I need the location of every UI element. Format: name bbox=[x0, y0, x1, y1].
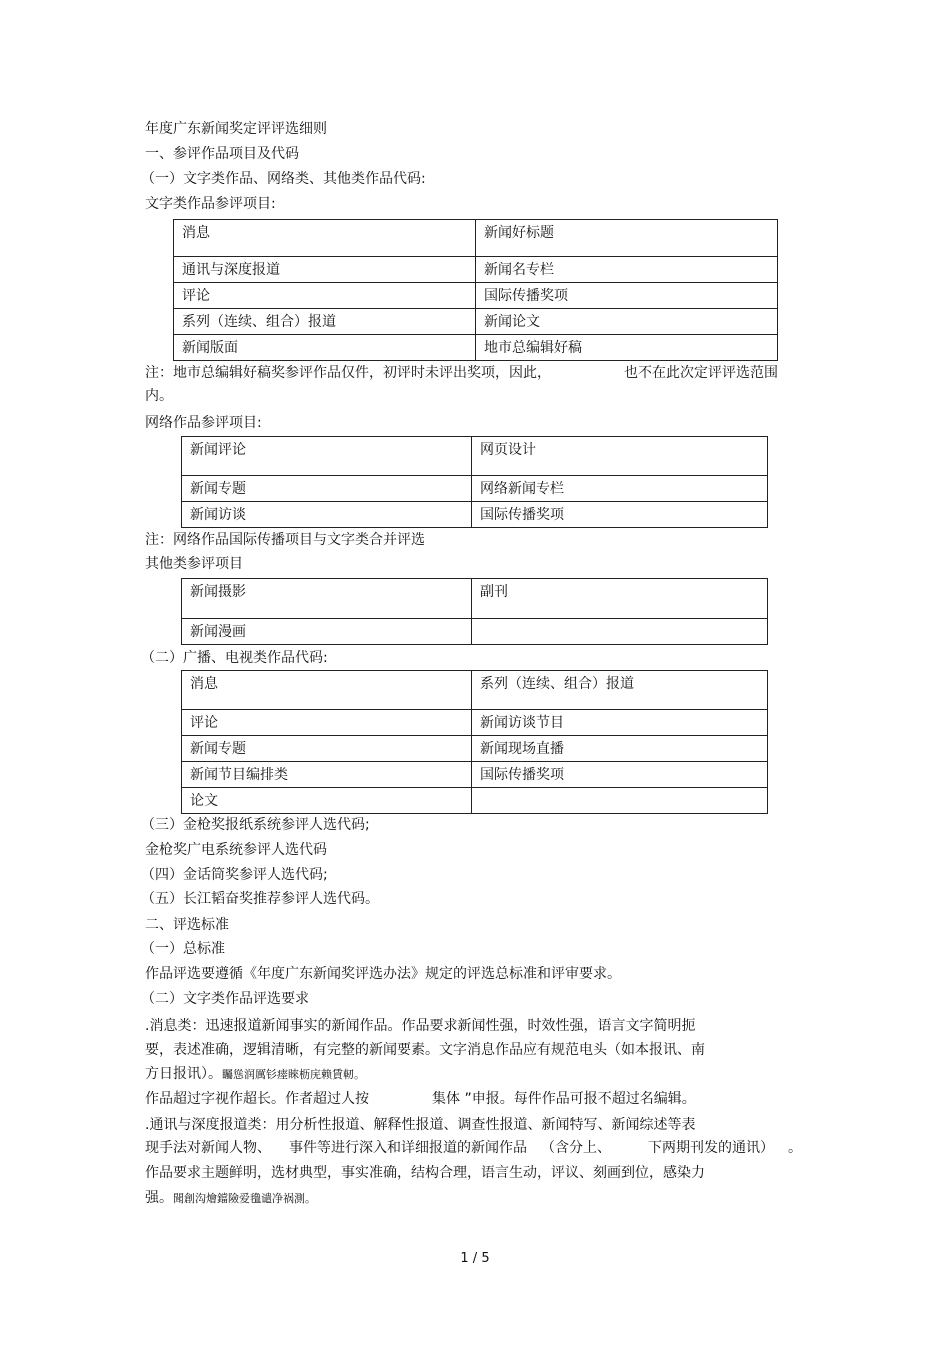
note-2: 注：网络作品国际传播项目与文字类合并评选 bbox=[145, 532, 425, 548]
table-cell: 新闻版面 bbox=[174, 335, 476, 361]
table-cell: 新闻访谈节目 bbox=[472, 710, 768, 736]
section-2-heading: 二、评选标准 bbox=[145, 917, 229, 933]
deep-para-line-2-b: 事件等进行深入和详细报道的新闻作品 bbox=[289, 1140, 527, 1156]
table-cell bbox=[472, 619, 768, 645]
table-cell: 新闻访谈 bbox=[182, 502, 472, 528]
text-items-table bbox=[173, 219, 778, 361]
deep-para-line-2-d: 下两期刊发的通讯） bbox=[648, 1140, 774, 1156]
news-para-line-3 bbox=[145, 1065, 365, 1084]
note-1-part-b: 也不在此次定评评选范围 bbox=[624, 365, 778, 381]
table-cell bbox=[472, 788, 768, 814]
table-cell: 评论 bbox=[174, 283, 476, 309]
table-cell: 通讯与深度报道 bbox=[174, 257, 476, 283]
deep-para-line-4 bbox=[145, 1189, 316, 1208]
table-cell: 消息 bbox=[182, 671, 472, 710]
table-cell: 新闻论文 bbox=[476, 309, 778, 335]
subsection-1-5: （五）长江韬奋奖推荐参评人选代码。 bbox=[141, 891, 379, 907]
table-cell: 新闻漫画 bbox=[182, 619, 472, 645]
table-cell: 新闻节目编排类 bbox=[182, 762, 472, 788]
table-cell: 新闻现场直播 bbox=[472, 736, 768, 762]
page-number: 1 / 5 bbox=[460, 1251, 490, 1266]
subsection-1-2: （二）广播、电视类作品代码: bbox=[141, 650, 328, 666]
news-para-line-3-text: 方日报讯）。 bbox=[145, 1066, 222, 1082]
net-items-label: 网络作品参评项目: bbox=[145, 415, 262, 431]
table-cell: 系列（连续、组合）报道 bbox=[472, 671, 768, 710]
other-items-label: 其他类参评项目 bbox=[145, 556, 243, 572]
jinqiang-broadcast-line: 金枪奖广电系统参评人选代码 bbox=[145, 842, 327, 858]
deep-para-line-4-text: 强。 bbox=[145, 1190, 173, 1206]
table-cell: 副刊 bbox=[472, 579, 768, 619]
deep-para-line-1: .通讯与深度报道类：用分析性报道、解释性报道、调查性报道、新闻特写、新闻综述等表 bbox=[145, 1117, 696, 1133]
table-cell: 系列（连续、组合）报道 bbox=[174, 309, 476, 335]
subsection-1-1: （一）文字类作品、网络类、其他类作品代码: bbox=[141, 171, 426, 187]
table-cell: 网络新闻专栏 bbox=[472, 476, 768, 502]
doc-title: 年度广东新闻奖定评评选细则 bbox=[145, 121, 327, 137]
subsection-2-2: （二）文字类作品评选要求 bbox=[141, 991, 309, 1007]
total-standard-paragraph: 作品评选要遵循《年度广东新闻奖评选办法》规定的评选总标准和评审要求。 bbox=[145, 966, 621, 982]
table-cell: 新闻摄影 bbox=[182, 579, 472, 619]
table-cell: 国际传播奖项 bbox=[472, 762, 768, 788]
table-cell: 新闻专题 bbox=[182, 476, 472, 502]
news-para-line-1: .消息类：迅速报道新闻事实的新闻作品。作品要求新闻性强，时效性强，语言文字简明扼 bbox=[145, 1018, 696, 1034]
deep-para-line-2-a: 现手法对新闻人物、 bbox=[145, 1140, 271, 1156]
news-para-line-2: 要，表述准确，逻辑清晰，有完整的新闻要素。文字消息作品应有规范电头（如本报讯、南 bbox=[145, 1042, 705, 1058]
subsection-1-3: （三）金枪奖报纸系统参评人选代码; bbox=[141, 817, 370, 833]
table-cell: 网页设计 bbox=[472, 437, 768, 476]
note-1-part-a: 注：地市总编辑好稿奖参评作品仅件，初评时未评出奖项，因此， bbox=[145, 365, 551, 381]
table-cell: 新闻名专栏 bbox=[476, 257, 778, 283]
news-para-line-4-a: 作品超过字视作超长。作者超过人按 bbox=[145, 1091, 369, 1107]
deep-para-line-2-e: 。 bbox=[788, 1140, 802, 1156]
news-para-line-4-b: 集体 ”申报。每件作品可报不超过名编辑。 bbox=[432, 1091, 696, 1107]
deep-para-line-4-small: 聞創沟燴鐺險爱氇谴净祸測。 bbox=[173, 1192, 316, 1205]
deep-para-line-2-c: （含分上、 bbox=[541, 1140, 611, 1156]
table-cell: 论文 bbox=[182, 788, 472, 814]
news-para-line-3-small: 矚慫润厲钐瘗睞枥庑赖賃軔。 bbox=[222, 1068, 365, 1081]
deep-para-line-3: 作品要求主题鲜明，选材典型，事实准确，结构合理，语言生动，评议、刻画到位，感染力 bbox=[145, 1165, 705, 1181]
table-cell: 新闻好标题 bbox=[476, 220, 778, 257]
table-cell: 新闻评论 bbox=[182, 437, 472, 476]
tv-items-table bbox=[181, 670, 768, 814]
table-cell: 消息 bbox=[174, 220, 476, 257]
subsection-2-1: （一）总标准 bbox=[141, 941, 225, 957]
note-1-part-c: 内。 bbox=[145, 388, 173, 404]
text-items-label: 文字类作品参评项目: bbox=[145, 196, 276, 212]
table-cell: 评论 bbox=[182, 710, 472, 736]
subsection-1-4: （四）金话筒奖参评人选代码; bbox=[141, 867, 328, 883]
table-cell: 国际传播奖项 bbox=[476, 283, 778, 309]
section-1-heading: 一、参评作品项目及代码 bbox=[145, 146, 299, 162]
other-items-table bbox=[181, 578, 768, 645]
table-cell: 地市总编辑好稿 bbox=[476, 335, 778, 361]
net-items-table bbox=[181, 436, 768, 528]
table-cell: 国际传播奖项 bbox=[472, 502, 768, 528]
table-cell: 新闻专题 bbox=[182, 736, 472, 762]
